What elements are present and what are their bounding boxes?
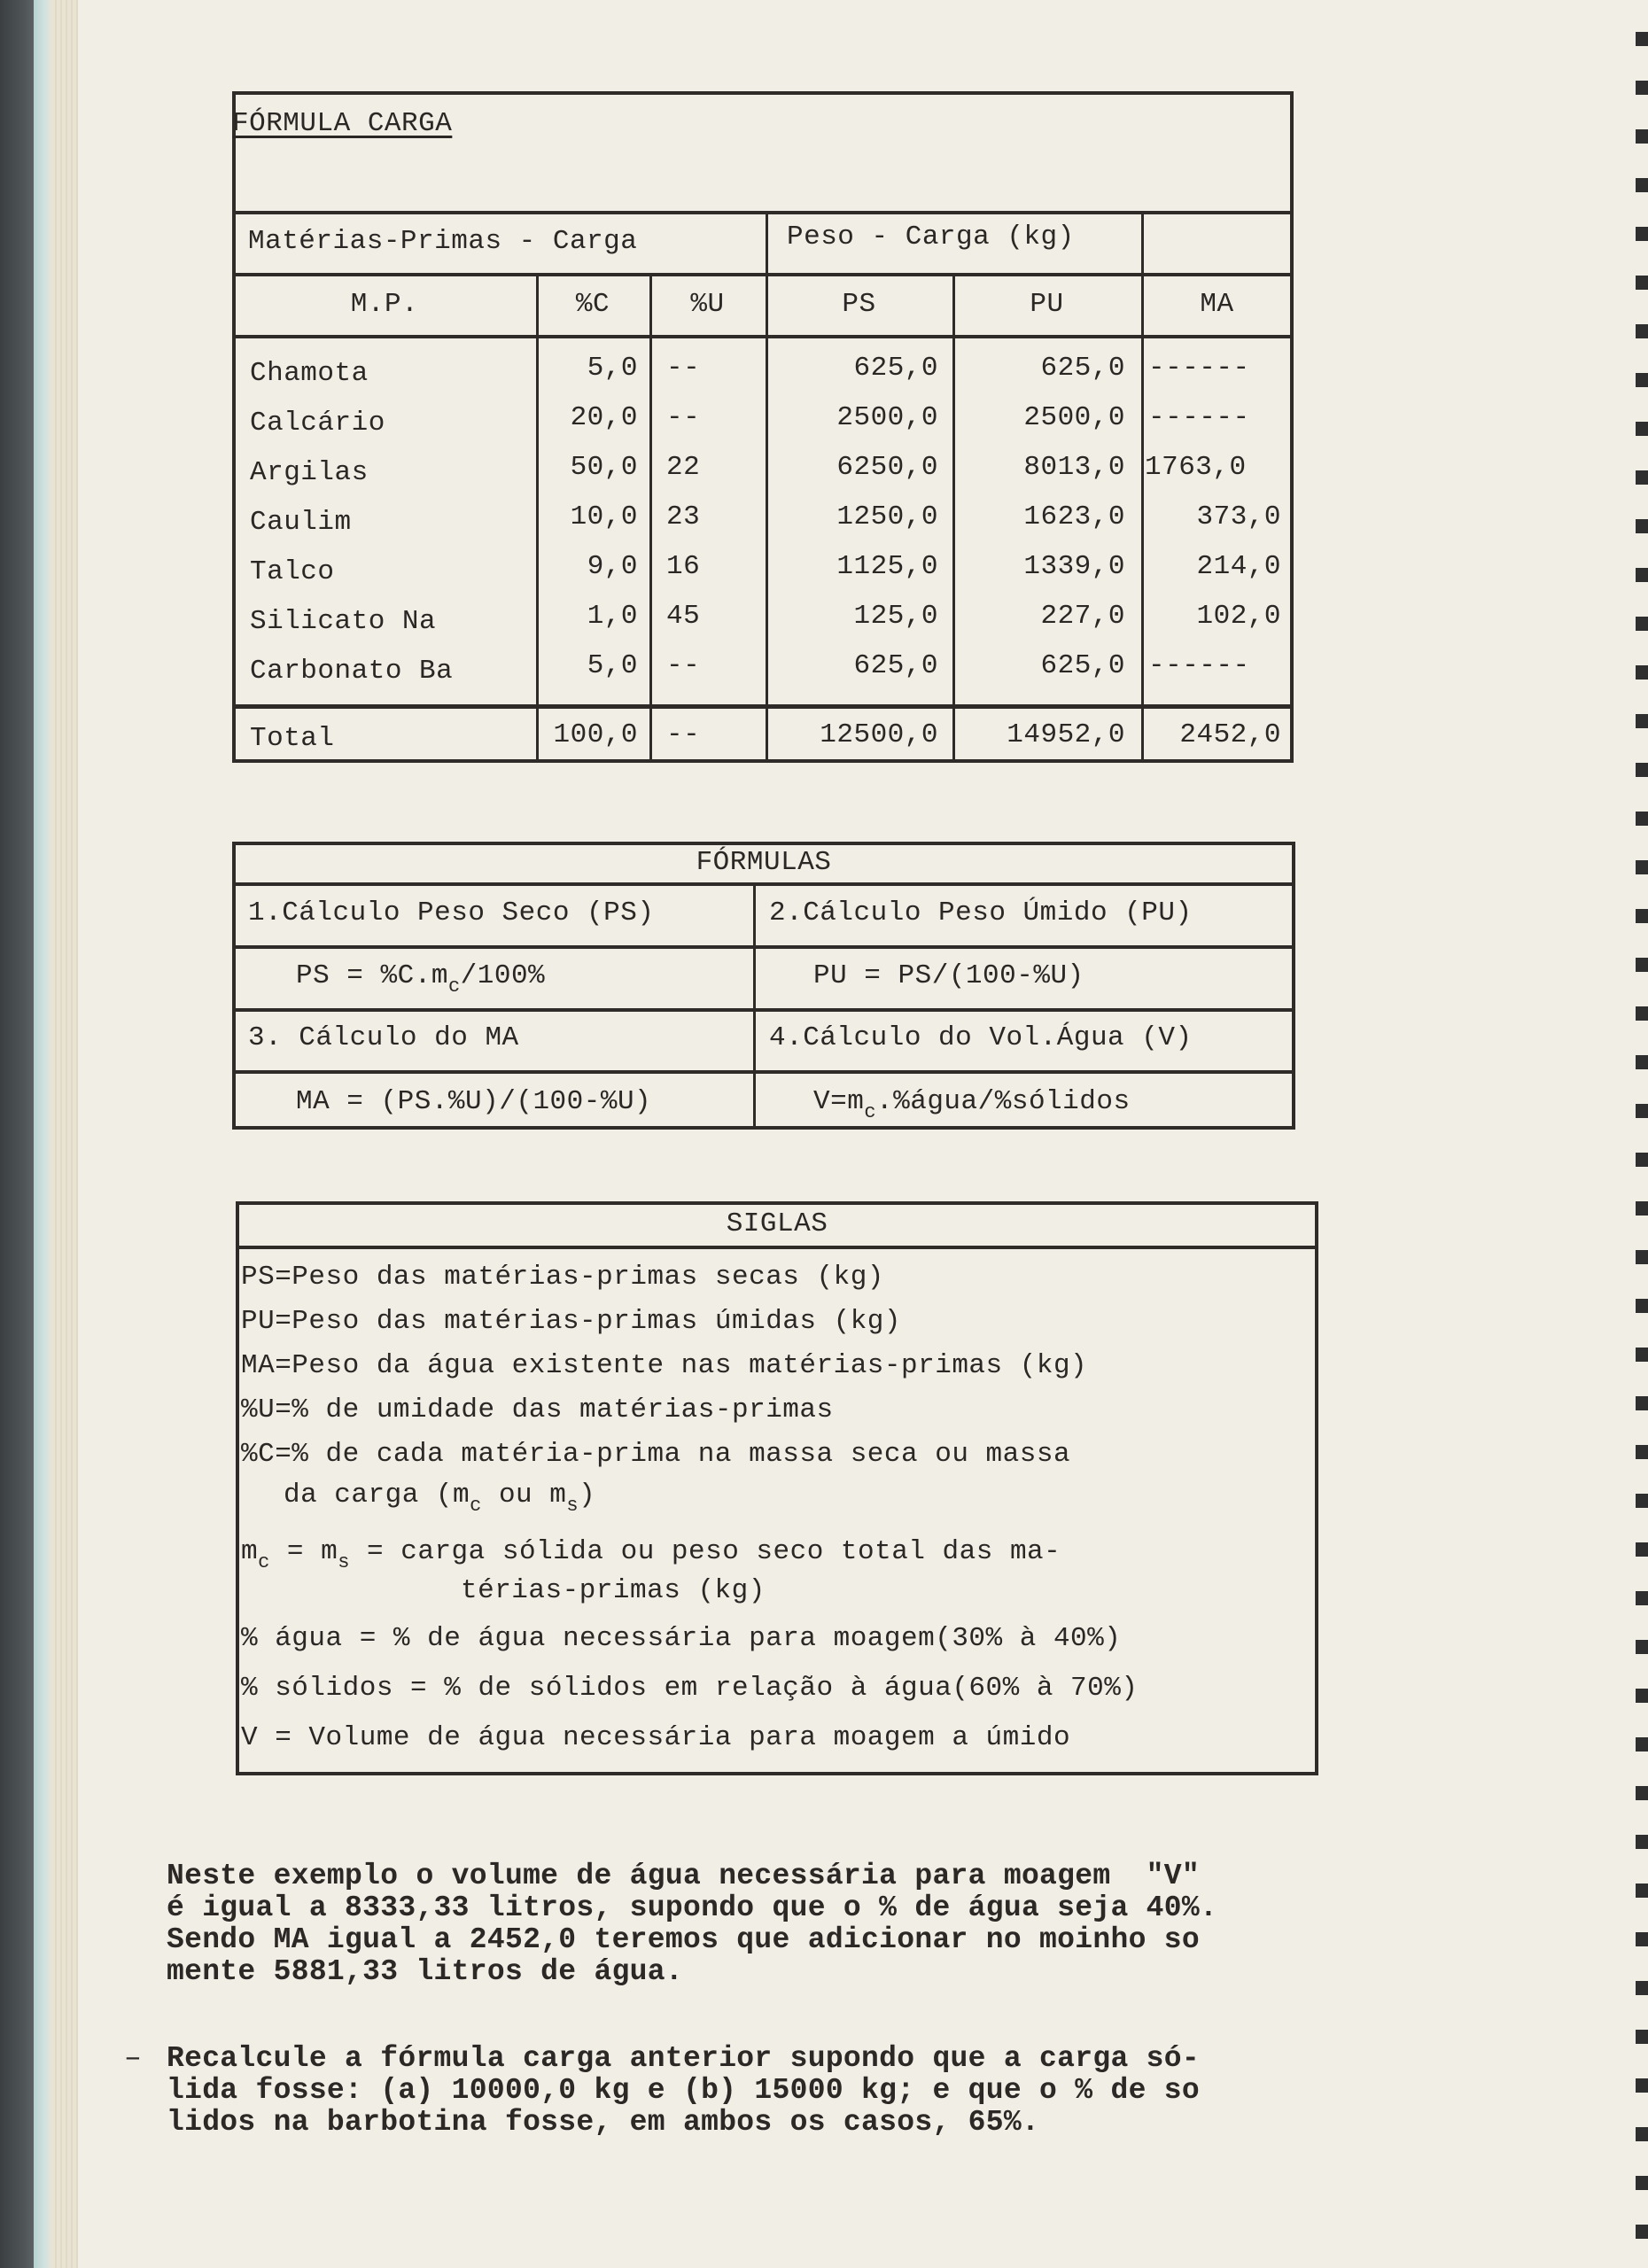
- cell-ma: 373,0: [1196, 501, 1281, 532]
- punch-holes: [1636, 0, 1648, 2268]
- cell-u: 23: [666, 501, 701, 532]
- table2-title: FÓRMULAS: [696, 847, 832, 878]
- cell-u: --: [666, 402, 701, 433]
- group-header-materias: Matérias-Primas - Carga: [248, 226, 638, 257]
- cell-ma: ------: [1148, 650, 1250, 681]
- divider: [232, 704, 1294, 709]
- sigla-ps: PS=Peso das matérias-primas secas (kg): [241, 1262, 884, 1293]
- cell-mp: Argilas: [250, 457, 369, 488]
- cell-ps: 1250,0: [836, 501, 938, 532]
- margin-dash: –: [124, 2042, 143, 2075]
- cell-ma: 2452,0: [1179, 719, 1281, 750]
- cell-pu: 1339,0: [1023, 551, 1125, 582]
- divider: [232, 335, 1294, 338]
- formula-pu: PU = PS/(100-%U): [813, 960, 1084, 991]
- sigla-solidos: % sólidos = % de sólidos em relação à água(60% à 70%): [241, 1673, 1139, 1704]
- cell-u: --: [666, 650, 701, 681]
- cell-pu: 625,0: [1040, 650, 1125, 681]
- cell-c: 1,0: [587, 601, 638, 632]
- sigla-agua: % água = % de água necessária para moagem(30% à 40%): [241, 1623, 1122, 1654]
- cell-c: 20,0: [570, 402, 638, 433]
- group-header-peso: Peso - Carga (kg): [787, 221, 1075, 252]
- sigla-pu: PU=Peso das matérias-primas úmidas (kg): [241, 1306, 902, 1337]
- col-header-ma: MA: [1200, 289, 1234, 320]
- cell-mp: Talco: [250, 556, 335, 587]
- cell-pu: 227,0: [1040, 601, 1125, 632]
- cell-ma: ------: [1148, 402, 1250, 433]
- sigla-c: %C=% de cada matéria-prima na massa seca ou massa: [241, 1439, 1071, 1470]
- divider: [753, 882, 756, 1130]
- cell-pu: 8013,0: [1023, 452, 1125, 483]
- cell-ma: 214,0: [1196, 551, 1281, 582]
- cell-ps: 12500,0: [820, 719, 938, 750]
- cell-ps: 625,0: [853, 353, 938, 384]
- formula-ps: PS = $\%C.m_c/100\%$: [296, 960, 546, 998]
- cell-c: 5,0: [587, 353, 638, 384]
- cell-pu: 625,0: [1040, 353, 1125, 384]
- paragraph-line: Neste exemplo o volume de água necessária para moagem "V": [167, 1860, 1200, 1892]
- sigla-ma: MA=Peso da água existente nas matérias-primas (kg): [241, 1350, 1088, 1381]
- page-stack-edges: [51, 0, 78, 2268]
- divider: [232, 1070, 1295, 1074]
- cell-pu: 1623,0: [1023, 501, 1125, 532]
- cell-mp: Total: [250, 723, 335, 754]
- col-header-c: %C: [575, 289, 610, 320]
- col-header-mp: M.P.: [350, 289, 419, 320]
- cell-u: --: [666, 719, 701, 750]
- divider: [236, 1246, 1318, 1249]
- cell-c: 100,0: [553, 719, 638, 750]
- paragraph-line: lidos na barbotina fosse, em ambos os casos, 65%.: [167, 2106, 1040, 2139]
- divider: [232, 211, 1294, 214]
- cell-u: --: [666, 353, 701, 384]
- divider: [232, 273, 1294, 276]
- cell-u: 16: [666, 551, 701, 582]
- formula-3-heading: 3. Cálculo do MA: [248, 1022, 519, 1053]
- cell-c: 5,0: [587, 650, 638, 681]
- cell-ps: 1125,0: [836, 551, 938, 582]
- divider: [649, 273, 652, 762]
- cell-u: 22: [666, 452, 701, 483]
- sigla-u: %U=% de umidade das matérias-primas: [241, 1394, 834, 1425]
- binding-edge: [34, 0, 51, 2268]
- cell-ps: 125,0: [853, 601, 938, 632]
- divider: [232, 1008, 1295, 1012]
- paragraph-line: Sendo MA igual a 2452,0 teremos que adicionar no moinho so: [167, 1923, 1200, 1956]
- cell-mp: Silicato Na: [250, 606, 437, 637]
- cell-ps: 2500,0: [836, 402, 938, 433]
- paragraph-line: Recalcule a fórmula carga anterior supondo que a carga só-: [167, 2042, 1200, 2075]
- col-header-ps: PS: [842, 289, 876, 320]
- table1-title: FÓRMULA CARGA: [232, 108, 453, 139]
- cell-ps: 6250,0: [836, 452, 938, 483]
- cell-c: 9,0: [587, 551, 638, 582]
- cell-pu: 14952,0: [1007, 719, 1125, 750]
- paragraph-line: é igual a 8333,33 litros, supondo que o % de água seja 40%.: [167, 1891, 1218, 1924]
- sigla-mc: $m_c = m_s$ = carga sólida ou peso seco total das ma-: [241, 1536, 1061, 1573]
- paragraph-line: lida fosse: (a) 10000,0 kg e (b) 15000 kg; e que o % de so: [167, 2074, 1200, 2107]
- cell-c: 50,0: [570, 452, 638, 483]
- sigla-mc-cont: térias-primas (kg): [461, 1575, 766, 1606]
- cell-u: 45: [666, 601, 701, 632]
- formula-1-heading: 1.Cálculo Peso Seco (PS): [248, 897, 655, 928]
- divider: [232, 882, 1295, 886]
- cell-c: 10,0: [570, 501, 638, 532]
- divider: [232, 945, 1295, 949]
- formula-ma: MA = (PS.%U)/(100-%U): [296, 1086, 652, 1117]
- cell-mp: Chamota: [250, 358, 369, 389]
- cell-mp: Carbonato Ba: [250, 656, 454, 687]
- cell-ma: ------: [1148, 353, 1250, 384]
- table3-title: SIGLAS: [726, 1208, 828, 1239]
- formula-2-heading: 2.Cálculo Peso Úmido (PU): [769, 897, 1193, 928]
- cell-ma: 1763,0: [1145, 452, 1247, 483]
- book-binding: [0, 0, 34, 2268]
- col-header-u: %U: [690, 289, 725, 320]
- sigla-c-cont: da carga ($m_c$ ou $m_s$): [284, 1480, 596, 1517]
- formula-4-heading: 4.Cálculo do Vol.Água (V): [769, 1022, 1193, 1053]
- paragraph-line: mente 5881,33 litros de água.: [167, 1955, 683, 1988]
- sigla-v: V = Volume de água necessária para moagem a úmido: [241, 1722, 1071, 1753]
- formula-v: $V=m_c.\%água/\%sólidos$: [813, 1086, 1131, 1123]
- cell-mp: Calcário: [250, 408, 385, 439]
- cell-ma: 102,0: [1196, 601, 1281, 632]
- cell-ps: 625,0: [853, 650, 938, 681]
- col-header-pu: PU: [1030, 289, 1064, 320]
- cell-pu: 2500,0: [1023, 402, 1125, 433]
- cell-mp: Caulim: [250, 507, 352, 538]
